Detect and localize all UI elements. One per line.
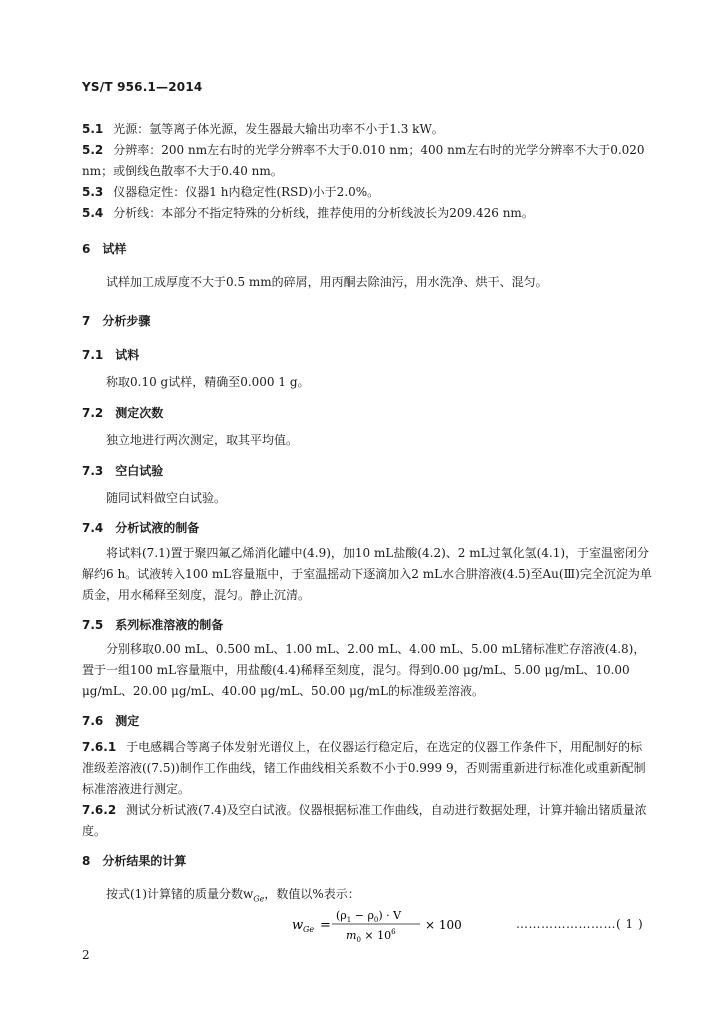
formula-numerator: (ρ (336, 909, 347, 922)
formula-lhs-sub: Ge (303, 925, 315, 934)
item-text: 分析线：本部分不指定特殊的分析线，推荐使用的分析线波长为209.426 nm。 (113, 206, 534, 220)
item-number: 7.6.1 (82, 740, 117, 754)
item-text: 于电感耦合等离子体发射光谱仪上，在仪器运行稳定后，在选定的仪器工作条件下，用配制好的标准级差溶液((7.5))制作工作曲线，锗工作曲线相关系数不小于0.999 9，否则需重新进行标准化或重新配制标准溶液进行测定。 (82, 740, 646, 796)
item-text: 测试分析试液(7.4)及空白试液。仪器根据标准工作曲线，自动进行数据处理，计算并输出锗质量浓度。 (82, 803, 647, 838)
item-text: 分辨率：200 nm左右时的光学分辨率不大于0.010 nm；400 nm左右时的光学分辨率不大于0.020 nm；或倒线色散率不大于0.40 nm。 (82, 143, 645, 178)
section-7-3-text: 随同试料做空白试验。 (106, 491, 227, 505)
section-7-5-heading: 7.5 系列标准溶液的制备 (82, 618, 224, 632)
formula-lhs: w (292, 918, 304, 933)
item-number: 7.6.2 (82, 803, 117, 817)
section-7-6-heading: 7.6 测定 (82, 714, 140, 728)
item-5-4 (82, 203, 654, 224)
section-7-heading: 7 分析步骤 (82, 314, 151, 328)
section-7-4-heading: 7.4 分析试液的制备 (82, 521, 200, 535)
section-7-5-text: 分别移取0.00 mL、0.500 mL、1.00 mL、2.00 mL、4.00 mL、5.00 mL锗标准贮存溶液(4.8)，置于一组100 mL容量瓶中，用盐酸(4.4)稀释至刻度，混匀。得到0.00 μg/mL、5.00 μg/mL、10.00 μg/mL、20.00 μg/mL、40.00 μg/mL、50.00 μg/mL的标准级差溶液。 (82, 642, 646, 698)
page-number: 2 (82, 948, 90, 962)
section-7-4-text: 将试料(7.1)置于聚四氟乙烯消化罐中(4.9)，加10 mL盐酸(4.2)、2 mL过氧化氢(4.1)，于室温密闭分解约6 h。试液转入100 mL容量瓶中，于室温摇动下逐滴加入2 mL水合肼溶液(4.5)至Au(Ⅲ)完全沉淀为单质金，用水稀释至刻度，混匀。静止沉清。 (82, 546, 652, 602)
item-7-6-2 (82, 800, 654, 842)
section-7-2-heading: 7.2 测定次数 (82, 406, 164, 420)
item-number: 5.1 (82, 122, 104, 136)
item-number: 5.4 (82, 206, 104, 220)
section-7-1-heading: 7.1 试料 (82, 348, 140, 362)
formula-equals: = (320, 918, 331, 933)
svg-text:m0 × 106: $m_0 \times 10^6$ (346, 928, 396, 943)
item-5-2 (82, 140, 654, 182)
section-6-text: 试样加工成厚度不大于0.5 mm的碎屑，用丙酮去除油污，用水洗净、烘干、混匀。 (106, 275, 548, 289)
section-7-3-heading: 7.3 空白试验 (82, 464, 164, 478)
svg-text:(ρ1 − ρ0) · V: $(\rho_1 - \rho_0) \cdot V$ (336, 909, 402, 924)
formula-denominator: m (346, 929, 357, 942)
section-8-text: 按式(1)计算锗的质量分数$w_{Ge}$，数值以%表示： (106, 887, 360, 904)
formula-times: × 100 (425, 918, 462, 932)
section-7-1-text: 称取0.10 g试样，精确至0.000 1 g。 (106, 375, 310, 389)
equation-number: ……………………( 1 ) (516, 917, 644, 931)
item-number: 5.2 (82, 143, 104, 157)
item-number: 5.3 (82, 185, 104, 199)
item-5-3 (82, 182, 654, 203)
standard-header: YS/T 956.1—2014 (82, 80, 203, 94)
section-8-heading: 8 分析结果的计算 (82, 854, 187, 868)
section-6-heading: 6 试样 (82, 242, 127, 256)
item-7-6-1 (82, 737, 654, 800)
item-text: 仪器稳定性：仪器1 h内稳定性(RSD)小于2.0%。 (113, 185, 380, 199)
section-7-2-text: 独立地进行两次测定，取其平均值。 (106, 433, 299, 447)
item-5-1 (82, 119, 654, 140)
item-text: 光源：氩等离子体光源，发生器最大输出功率不小于1.3 kW。 (113, 122, 444, 136)
